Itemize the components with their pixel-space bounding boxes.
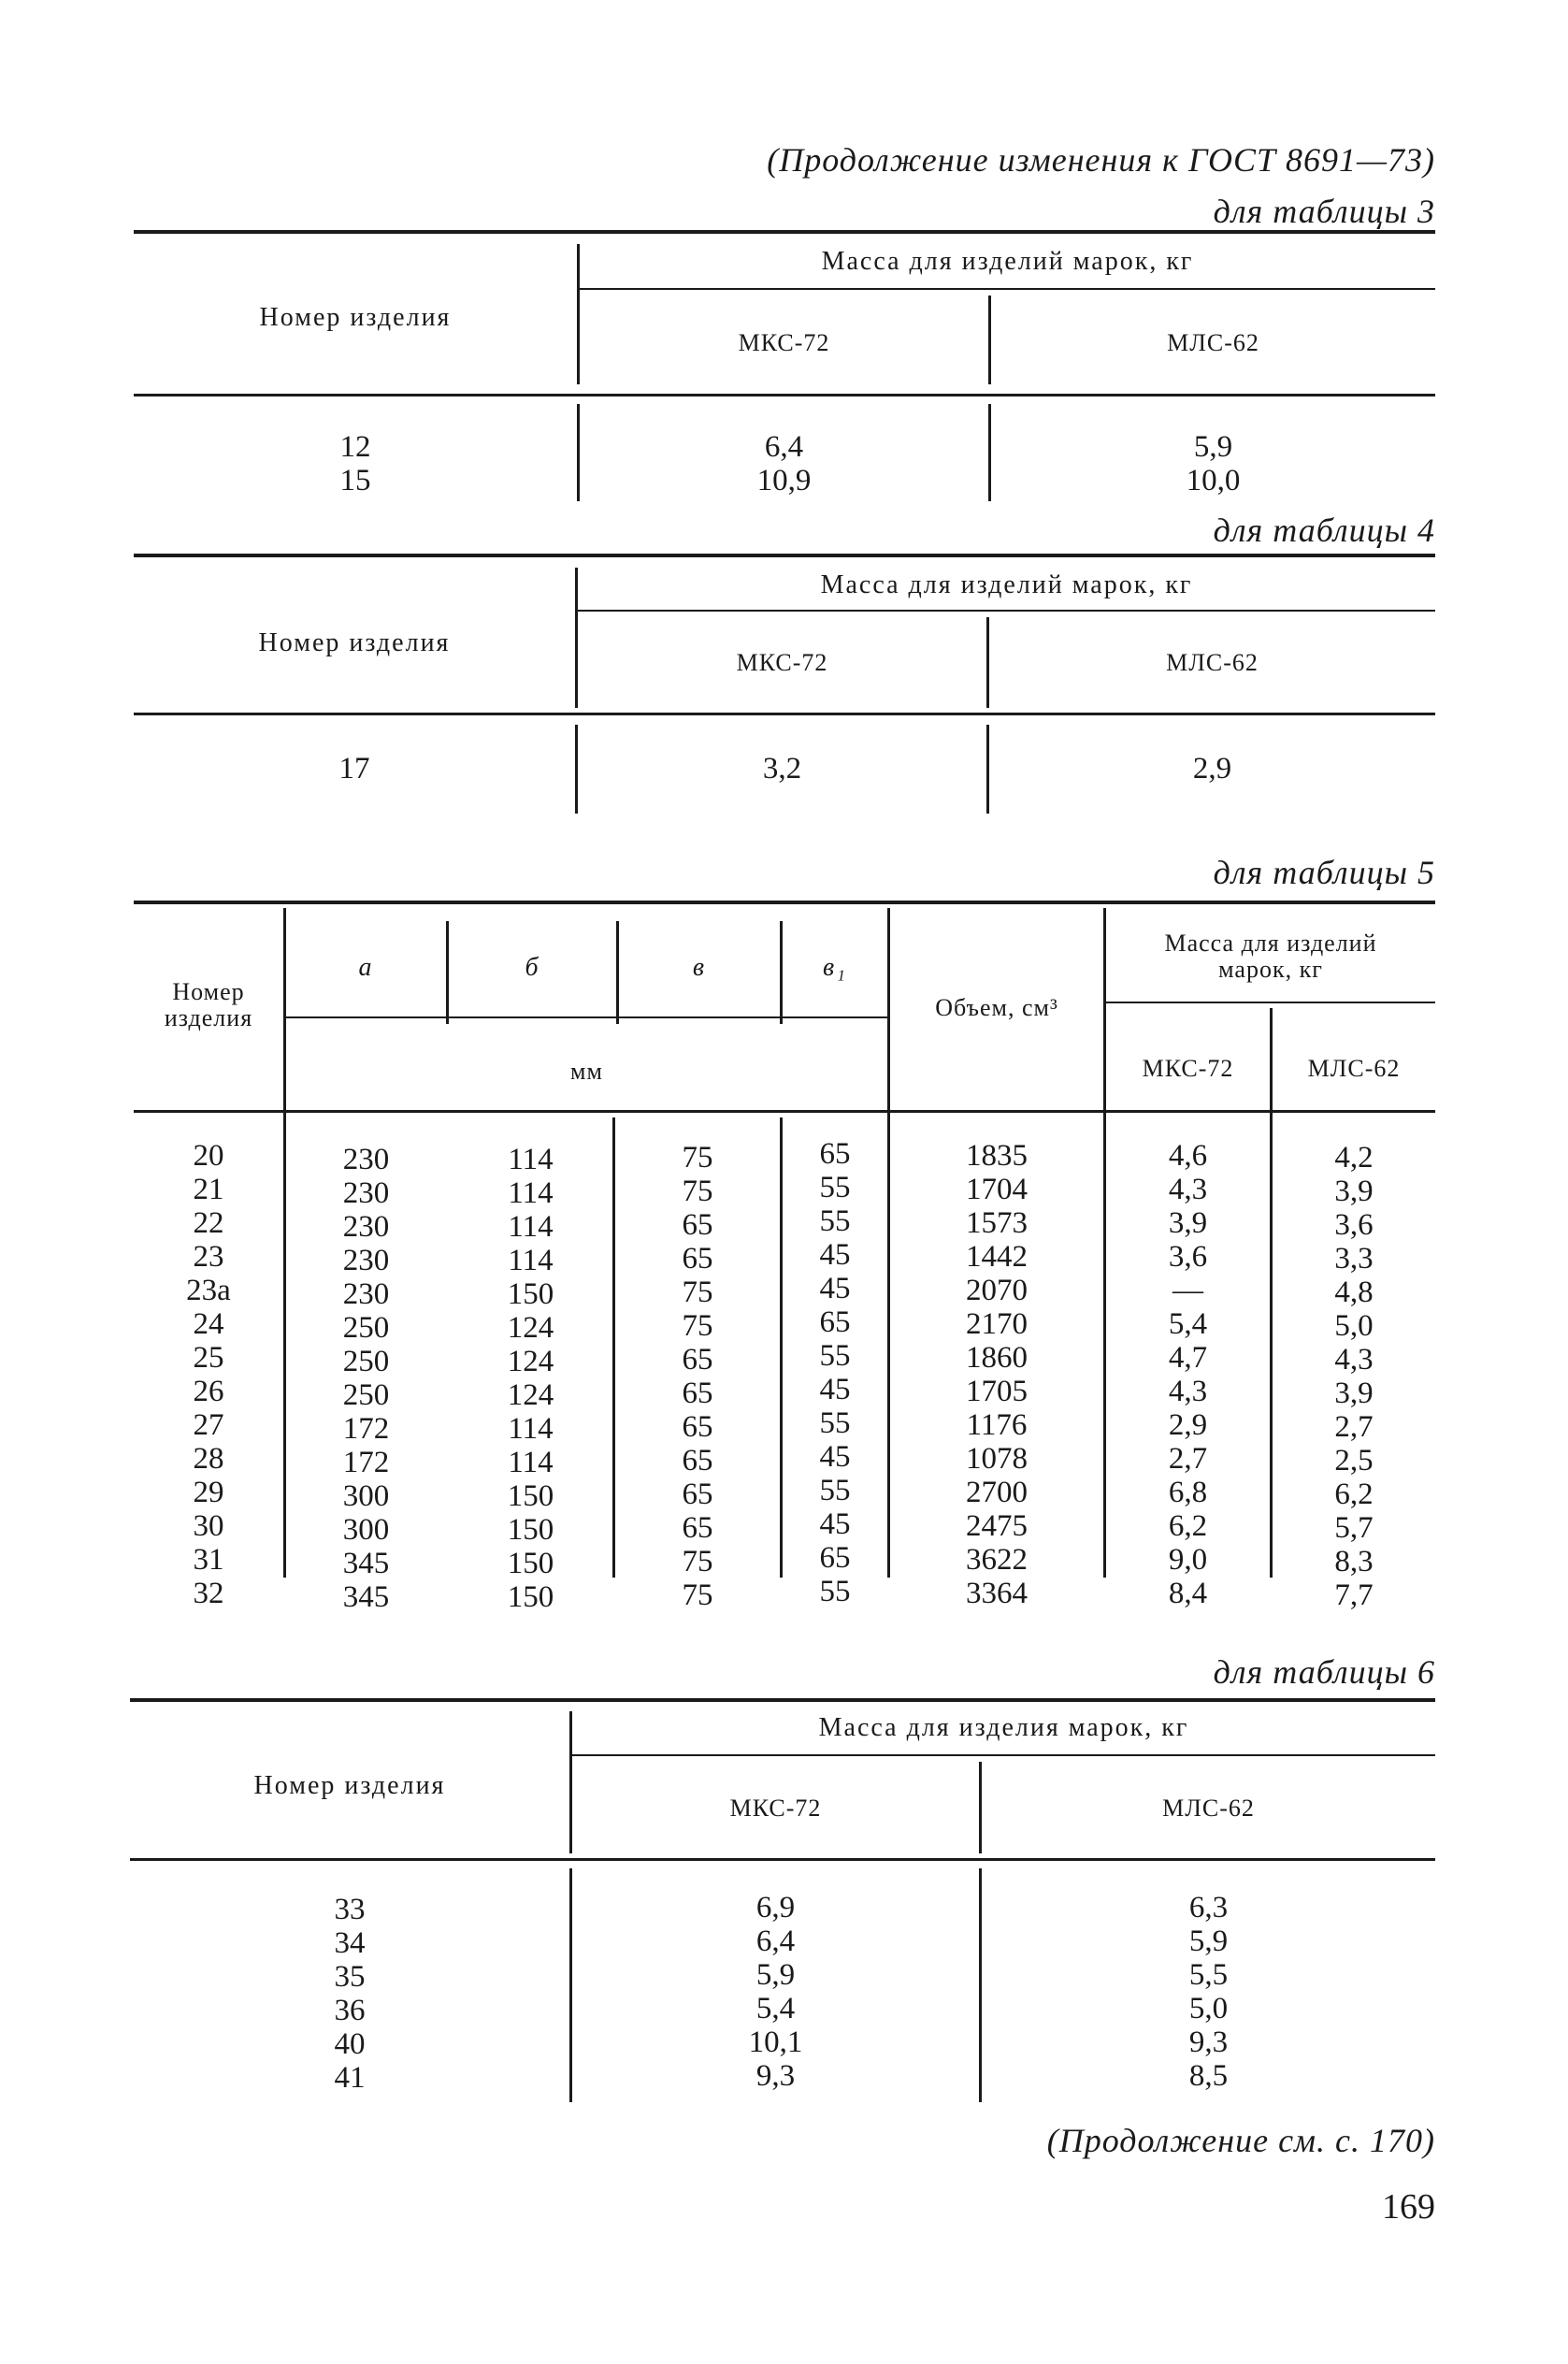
- table3-row-mks: 6,4: [764, 430, 804, 464]
- table4-mass-rule: [578, 610, 1435, 612]
- table6-cell-mks: 6,4: [755, 1924, 796, 1958]
- table5-col-mass: [1106, 930, 1435, 983]
- table6-cell-mls: 9,3: [1188, 2025, 1229, 2059]
- table3-row-mls: 10,0: [1186, 464, 1241, 497]
- table5-item-column: [134, 1139, 283, 1610]
- table5-cell-v: 65: [682, 1377, 713, 1410]
- table5-header-rule: [134, 1110, 1435, 1113]
- table4-row-mls: 2,9: [1192, 752, 1232, 786]
- table5-cell-v1: 45: [819, 1272, 851, 1305]
- table5-cell-mks: 2,9: [1168, 1408, 1208, 1442]
- table5-cell-v: 65: [682, 1208, 713, 1242]
- table5-col-item-line1: Номер: [172, 978, 245, 1005]
- table5-cell-mks: 4,3: [1168, 1173, 1208, 1206]
- table4-caption: для таблицы 4: [1213, 512, 1435, 549]
- table5-cell-mls: 4,8: [1334, 1276, 1374, 1309]
- table5-cell-v1: 45: [819, 1373, 851, 1406]
- table6-cell-mls: 8,5: [1188, 2059, 1229, 2093]
- table3-header-rule: [134, 394, 1435, 396]
- table5-col-mass-line1: Масса для изделий: [1164, 930, 1377, 957]
- table5-cell-v1: 65: [819, 1305, 851, 1339]
- table3-row-mks: 10,9: [756, 464, 812, 497]
- table5-cell-mls: 7,7: [1334, 1578, 1374, 1612]
- table5-cell-item: 23а: [186, 1274, 231, 1307]
- table4-col-mass: Масса для изделий марок, кг: [820, 570, 1193, 599]
- table5-cell-volume: 1704: [966, 1173, 1028, 1206]
- table5-cell-b: 114: [508, 1210, 554, 1244]
- table5-col-units: мм: [570, 1058, 603, 1085]
- table5-cell-mks: 5,4: [1168, 1307, 1208, 1341]
- table6-col-item: Номер изделия: [253, 1771, 446, 1800]
- table5-cell-item: 27: [193, 1408, 224, 1442]
- table6-mass-rule: [572, 1754, 1435, 1756]
- table5-cell-item: 26: [193, 1375, 224, 1408]
- table5-cell-v: 75: [682, 1309, 713, 1343]
- table5-cell-a: 230: [342, 1277, 390, 1311]
- table4-item-column: [134, 752, 575, 786]
- table5-cell-mks: 4,3: [1168, 1375, 1208, 1408]
- table4: [134, 554, 1435, 825]
- table5-cell-mls: 3,3: [1334, 1242, 1374, 1276]
- table4-top-rule: [134, 554, 1435, 557]
- table6-cell-mks: 5,4: [755, 1992, 796, 2025]
- table5-cell-mls: 3,6: [1334, 1208, 1374, 1242]
- table3-row-item: 15: [339, 464, 371, 497]
- table5-cell-mls: 3,9: [1334, 1175, 1374, 1208]
- table4-col-item: Номер изделия: [258, 628, 451, 657]
- table6-header-rule: [130, 1858, 1435, 1861]
- table6-cell-mks: 10,1: [748, 2025, 803, 2059]
- table5-cell-b: 150: [507, 1547, 554, 1580]
- table3-col-item: Номер изделия: [259, 303, 452, 332]
- table4-mls-column: [989, 752, 1435, 786]
- table5-cell-b: 114: [508, 1176, 554, 1210]
- page-number: 169: [1382, 2187, 1435, 2227]
- table5-cell-a: 230: [342, 1176, 390, 1210]
- table5-cell-v1: 65: [819, 1541, 851, 1575]
- table3-mass-rule: [580, 288, 1435, 290]
- table5-b-column: [449, 1143, 612, 1614]
- table5-cell-v1: 55: [819, 1575, 851, 1608]
- table5-col-volume: Объем, см³: [935, 994, 1058, 1021]
- table5-cell-v: 75: [682, 1578, 713, 1612]
- table5-cell-v: 65: [682, 1444, 713, 1478]
- table5-cell-a: 172: [342, 1446, 390, 1479]
- table6-caption: для таблицы 6: [1213, 1653, 1435, 1691]
- table5-caption: для таблицы 5: [1213, 854, 1435, 891]
- table5-cell-v: 65: [682, 1478, 713, 1511]
- table5-cell-item: 32: [193, 1577, 224, 1610]
- table5-cell-mls: 2,7: [1334, 1410, 1374, 1444]
- table5-mls-column: [1273, 1141, 1435, 1612]
- table5-cell-a: 230: [342, 1244, 390, 1277]
- table5-cell-v: 75: [682, 1175, 713, 1208]
- table5-cell-mls: 4,3: [1334, 1343, 1374, 1377]
- table6-cell-mks: 9,3: [755, 2059, 796, 2093]
- continuation-footer: (Продолжение см. с. 170): [1046, 2122, 1435, 2159]
- table5-v-column: [615, 1141, 780, 1612]
- table5-cell-volume: 2700: [966, 1476, 1028, 1509]
- table5-col-a: а: [358, 953, 374, 982]
- table6-item-column: [130, 1893, 569, 2095]
- table5-cell-v: 65: [682, 1410, 713, 1444]
- table5-cell-item: 30: [193, 1509, 224, 1543]
- table5-cell-volume: 1176: [966, 1408, 1028, 1442]
- table5-col-v1: в₁: [823, 953, 847, 982]
- table5-cell-mks: 3,9: [1168, 1206, 1208, 1240]
- table5-top-rule: [134, 901, 1435, 904]
- table6-top-rule: [130, 1698, 1435, 1702]
- table3-caption: для таблицы 3: [1213, 193, 1435, 230]
- table6-mks-column: [572, 1891, 979, 2093]
- table6-cell-mks: 5,9: [755, 1958, 796, 1992]
- table5-cell-b: 150: [507, 1479, 554, 1513]
- table5-col-mls: МЛС-62: [1307, 1055, 1401, 1082]
- table5-cell-b: 124: [507, 1345, 554, 1378]
- table5-cell-mls: 2,5: [1334, 1444, 1374, 1478]
- table5-cell-v: 75: [682, 1545, 713, 1578]
- table5-cell-v: 75: [682, 1276, 713, 1309]
- table4-col-mks: МКС-72: [736, 649, 828, 676]
- table6-cell-item: 40: [334, 2027, 366, 2061]
- table5-cell-v1: 55: [819, 1204, 851, 1238]
- table5-col-mks: МКС-72: [1142, 1055, 1234, 1082]
- table4-header-rule: [134, 713, 1435, 715]
- table3-row-item: 12: [339, 430, 371, 464]
- table5-mm-rule: [286, 1016, 887, 1018]
- table5-cell-a: 250: [342, 1311, 390, 1345]
- table5-cell-b: 114: [508, 1446, 554, 1479]
- table5-cell-volume: 1835: [966, 1139, 1028, 1173]
- table5-cell-v1: 65: [819, 1137, 851, 1171]
- table5-cell-item: 28: [193, 1442, 224, 1476]
- table5-cell-b: 114: [508, 1412, 554, 1446]
- table5-mks-column: [1106, 1139, 1270, 1610]
- table5-cell-v1: 45: [819, 1238, 851, 1272]
- table5-cell-v: 75: [682, 1141, 713, 1175]
- table5-cell-mks: 6,2: [1168, 1509, 1208, 1543]
- table5-cell-mls: 5,0: [1334, 1309, 1374, 1343]
- table5-cell-item: 24: [193, 1307, 224, 1341]
- table5-cell-volume: 2170: [966, 1307, 1028, 1341]
- table5-cell-v: 65: [682, 1242, 713, 1276]
- table5-cell-v: 65: [682, 1343, 713, 1377]
- table5-cell-item: 22: [193, 1206, 224, 1240]
- table3-mks-column: [580, 430, 988, 497]
- table6-cell-mls: 5,5: [1188, 1958, 1229, 1992]
- table5-col-mass-line2: марок, кг: [1218, 956, 1323, 983]
- table5-cell-a: 250: [342, 1378, 390, 1412]
- table5-cell-volume: 2070: [966, 1274, 1028, 1307]
- table5-cell-a: 230: [342, 1143, 390, 1176]
- table5-cell-b: 124: [507, 1311, 554, 1345]
- table6-cell-item: 34: [334, 1926, 366, 1960]
- table5-cell-b: 150: [507, 1513, 554, 1547]
- table3-row-mls: 5,9: [1193, 430, 1233, 464]
- table5-cell-mls: 8,3: [1334, 1545, 1374, 1578]
- table4-row-mks: 3,2: [762, 752, 802, 786]
- table3-top-rule: [134, 230, 1435, 234]
- table5-cell-b: 114: [508, 1244, 554, 1277]
- table5-cell-item: 23: [193, 1240, 224, 1274]
- table5-cell-volume: 3364: [966, 1577, 1028, 1610]
- table5-cell-b: 150: [507, 1580, 554, 1614]
- table6-cell-item: 33: [334, 1893, 366, 1926]
- table5-cell-item: 21: [193, 1173, 224, 1206]
- continuation-header: (Продолжение изменения к ГОСТ 8691—73): [767, 141, 1435, 179]
- table3-mls-column: [991, 430, 1435, 497]
- table5-cell-item: 31: [193, 1543, 224, 1577]
- table5-cell-a: 172: [342, 1412, 390, 1446]
- table5-divider-item: [283, 908, 286, 1119]
- table6: [130, 1698, 1435, 2110]
- table5-cell-v1: 55: [819, 1406, 851, 1440]
- table5-cell-volume: 1573: [966, 1206, 1028, 1240]
- table6-cell-item: 41: [334, 2061, 366, 2095]
- table6-mls-column: [982, 1891, 1435, 2093]
- table6-cell-item: 35: [334, 1960, 366, 1994]
- table5-col-b: б: [525, 953, 540, 982]
- table5-volume-column: [890, 1139, 1103, 1610]
- table5-cell-b: 114: [508, 1143, 554, 1176]
- table5-cell-volume: 3622: [966, 1543, 1028, 1577]
- table5-col-v: в: [692, 953, 707, 982]
- table5-cell-volume: 1860: [966, 1341, 1028, 1375]
- table5-cell-a: 345: [342, 1547, 390, 1580]
- table5-cell-mks: 4,6: [1168, 1139, 1208, 1173]
- table4-mks-column: [578, 752, 986, 786]
- table6-col-mls: МЛС-62: [1162, 1795, 1255, 1822]
- table5-cell-volume: 1705: [966, 1375, 1028, 1408]
- table5-cell-v1: 55: [819, 1474, 851, 1507]
- table3-item-column: [134, 430, 577, 497]
- table5-cell-b: 124: [507, 1378, 554, 1412]
- table5-cell-v1: 55: [819, 1171, 851, 1204]
- table6-cell-mls: 5,9: [1188, 1924, 1229, 1958]
- table5-a-column: [286, 1143, 446, 1614]
- table6-cell-mls: 5,0: [1188, 1992, 1229, 2025]
- table5-cell-volume: 1078: [966, 1442, 1028, 1476]
- table5-cell-mks: 8,4: [1168, 1577, 1208, 1610]
- table5-cell-v1: 45: [819, 1507, 851, 1541]
- table5-cell-item: 25: [193, 1341, 224, 1375]
- table6-col-mks: МКС-72: [729, 1795, 822, 1822]
- table5-col-item: [134, 979, 283, 1031]
- table3-col-mks: МКС-72: [738, 329, 830, 356]
- table5-cell-mks: 3,6: [1168, 1240, 1208, 1274]
- table6-cell-mls: 6,3: [1188, 1891, 1229, 1924]
- table5-mass-rule: [1106, 1002, 1435, 1003]
- table5-cell-a: 300: [342, 1513, 390, 1547]
- table5-v1-column: [783, 1137, 887, 1608]
- table5-cell-mks: —: [1172, 1274, 1203, 1307]
- table5-cell-volume: 1442: [966, 1240, 1028, 1274]
- table5-cell-v1: 45: [819, 1440, 851, 1474]
- table3: [134, 230, 1435, 501]
- table5-cell-mks: 9,0: [1168, 1543, 1208, 1577]
- table5-cell-mls: 6,2: [1334, 1478, 1374, 1511]
- table5-cell-volume: 2475: [966, 1509, 1028, 1543]
- table5-cell-b: 150: [507, 1277, 554, 1311]
- table5-cell-v: 65: [682, 1511, 713, 1545]
- table5-cell-v1: 55: [819, 1339, 851, 1373]
- table5-cell-a: 345: [342, 1580, 390, 1614]
- table6-cell-item: 36: [334, 1994, 366, 2027]
- table5-cell-a: 250: [342, 1345, 390, 1378]
- table6-cell-mks: 6,9: [755, 1891, 796, 1924]
- table5-cell-mks: 4,7: [1168, 1341, 1208, 1375]
- table5-cell-mls: 4,2: [1334, 1141, 1374, 1175]
- table5-cell-item: 29: [193, 1476, 224, 1509]
- table5-cell-mls: 5,7: [1334, 1511, 1374, 1545]
- table5-cell-mks: 6,8: [1168, 1476, 1208, 1509]
- table4-row-item: 17: [338, 752, 370, 786]
- table6-col-mass: Масса для изделия марок, кг: [818, 1713, 1189, 1742]
- table5-cell-a: 230: [342, 1210, 390, 1244]
- table5-cell-item: 20: [193, 1139, 224, 1173]
- table5-col-item-line2: изделия: [164, 1004, 253, 1031]
- table5-cell-mls: 3,9: [1334, 1377, 1374, 1410]
- table5: [134, 901, 1435, 1621]
- table5-cell-a: 300: [342, 1479, 390, 1513]
- table5-cell-mks: 2,7: [1168, 1442, 1208, 1476]
- table3-col-mass: Масса для изделий марок, кг: [821, 247, 1194, 276]
- table3-col-mls: МЛС-62: [1167, 329, 1259, 356]
- table4-col-mls: МЛС-62: [1166, 649, 1259, 676]
